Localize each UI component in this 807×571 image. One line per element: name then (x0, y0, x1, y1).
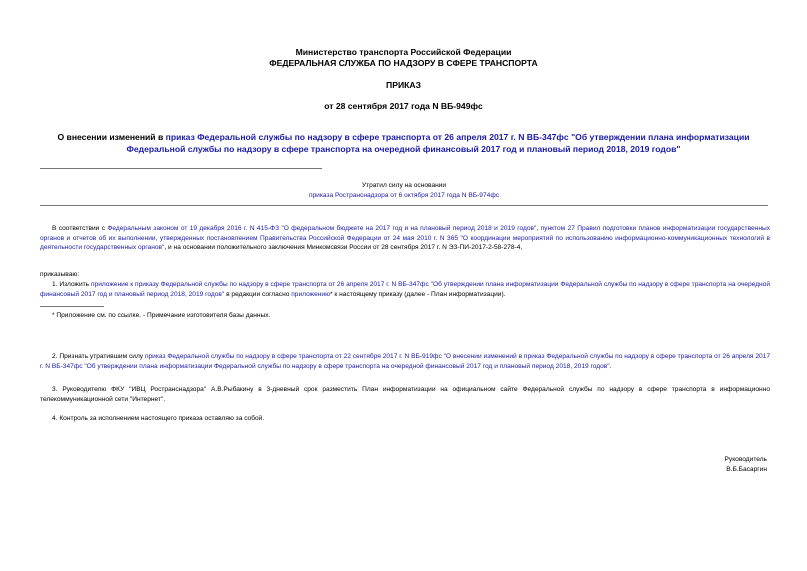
status-bottom-rule (40, 205, 768, 206)
preamble-text-1: В соответствии с (52, 225, 108, 232)
preamble-text-3: , и на основании положительного заключения Минкомсвязи России от 28 сентября 2017 г. N ЭЗ-ПИ-2017-2-58-278-4, (164, 244, 523, 252)
item-3: 3. Руководителю ФКУ "ИВЦ Ространснадзора" А.В.Рыбакину в 3-дневный срок разместить План информатизации на официальном сайте Федеральной службы по надзору в сфере транспорта в информационно телекоммуникационной сети "Интернет". (40, 386, 770, 403)
rules-link[interactable]: пунктом 27 Правил подготовки планов информатизации государственных органов и отчетов об их выполнении, утвержденных постановлением Правительства Российской Федерации от 24 мая 2010 г. N 365 "О координации мероприятий по использованию информационно-коммуникационных технологий в деятельности государственных органов" (40, 225, 770, 252)
item-1 (40, 280, 770, 299)
footnote: * Приложение см. по ссылке. - Примечание изготовителя базы данных. (52, 312, 271, 319)
service-line: ФЕДЕРАЛЬНАЯ СЛУЖБА ПО НАДЗОРУ В СФЕРЕ ТРАНСПОРТА (269, 58, 538, 68)
ministry-line: Министерство транспорта Российской Федерации (295, 47, 512, 57)
appendix-link[interactable]: приложение к приказу Федеральной службы по надзору в сфере транспорта от 26 апреля 2017 г. N ВБ-347фс "Об утверждении плана информатизации Федеральной службы по надзору в сфере транспорта на очередной финансовый 2017 год и плановый период 2018, 2019 годов" (40, 281, 770, 298)
preamble-text-2: , (536, 225, 541, 232)
item-4: 4. Контроль за исполнением настоящего приказа оставляю за собой. (52, 415, 265, 422)
item2-text-2: . (609, 362, 612, 370)
order-word: приказываю: (40, 271, 80, 278)
doc-type: ПРИКАЗ (386, 80, 421, 90)
footnote-rule (40, 306, 104, 307)
preamble (40, 224, 770, 253)
item1-text-1: 1. Изложить (52, 281, 91, 288)
doc-date: от 28 сентября 2017 года N ВБ-949фс (324, 101, 483, 111)
revoked-order-link[interactable]: приказ Федеральной службы по надзору в сфере транспорта от 22 сентября 2017 г. N ВБ-919фс "О внесении изменений в приказ Федеральной службы по надзору в сфере транспорта от 26 апреля 2017 г. N ВБ-347фс "Об утверждении плана информатизации Федеральной службы по надзору в сфере транспорта на очередной финансовый 2017 год и плановый период 2018, 2019 годов" (40, 353, 770, 370)
item-2 (40, 352, 770, 371)
item1-text-2: в редакции согласно (224, 290, 292, 298)
item2-text-1: 2. Признать утратившим силу (52, 353, 145, 360)
signature-name: В.Б.Басаргин (726, 466, 767, 473)
federal-law-link[interactable]: Федеральным законом от 19 декабря 2016 г. N 415-ФЗ "О федеральном бюджете на 2017 год и на плановый период 2018 и 2019 годов" (107, 225, 537, 232)
status-top-rule (40, 168, 322, 169)
signature-role: Руководитель (724, 456, 767, 463)
status-link[interactable]: приказа Ространснадзора от 6 октября 2017 года N ВБ-974фс (308, 192, 500, 199)
status-label: Утратил силу на основании (361, 182, 447, 189)
title-prefix: О внесении изменений в (57, 132, 166, 142)
doc-title (40, 132, 767, 155)
title-link[interactable]: приказ Федеральной службы по надзору в сфере транспорта от 26 апреля 2017 г. N ВБ-347фс "Об утверждении плана информатизации Федеральной службы по надзору в сфере транспорта на очередной финансовый 2017 год и плановый период 2018, 2019 годов" (126, 132, 750, 154)
item1-text-3: * к настоящему приказу (далее - План информатизации). (330, 290, 506, 298)
annex-link[interactable]: приложению (291, 290, 331, 298)
